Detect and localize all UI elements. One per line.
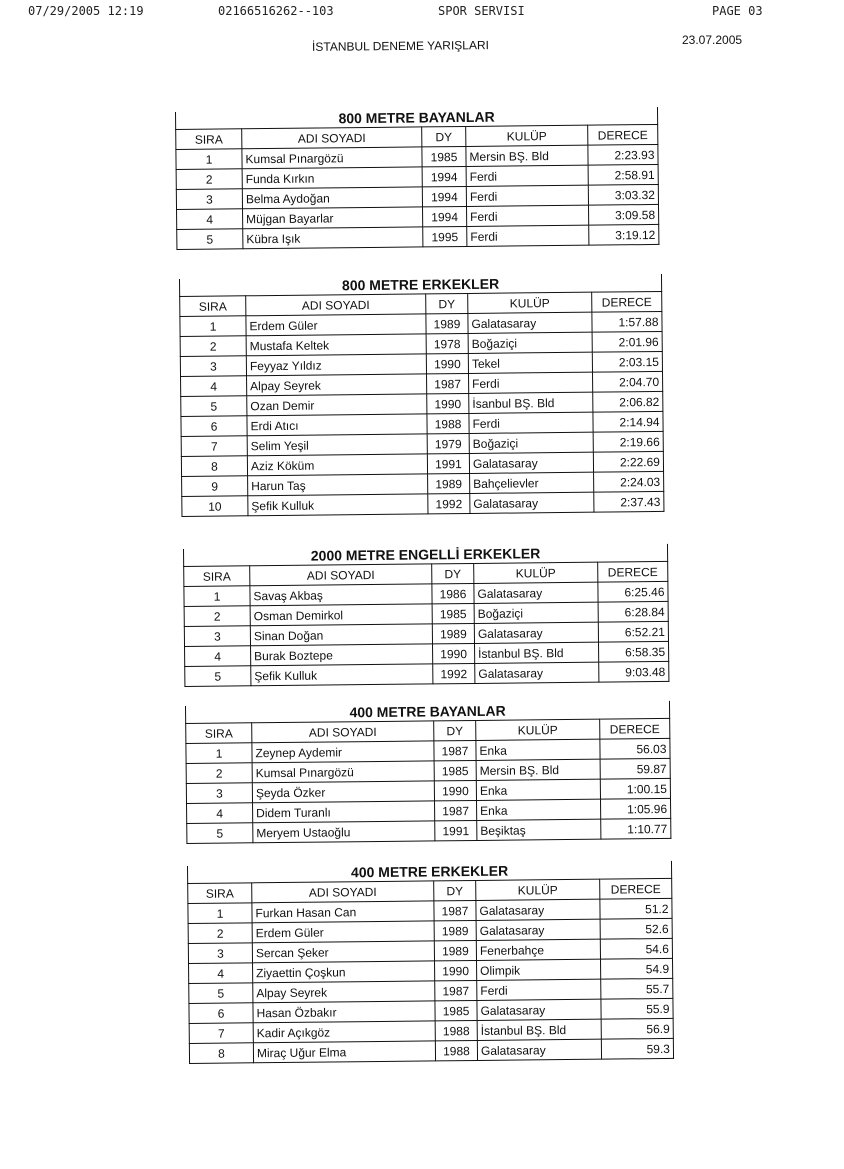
- column-header: DERECE: [592, 291, 662, 312]
- table-cell: 1: [188, 903, 252, 924]
- table-cell: Boğaziçi: [474, 602, 598, 623]
- column-header: KULÜP: [476, 719, 600, 740]
- table-cell: 54.6: [600, 938, 672, 959]
- table-cell: Zeynep Aydemir: [252, 741, 434, 763]
- table-cell: Sercan Şeker: [252, 941, 434, 963]
- document-title: İSTANBUL DENEME YARIŞLARI: [311, 38, 490, 54]
- table-cell: Furkan Hasan Can: [252, 901, 434, 923]
- table-cell: 1990: [435, 960, 477, 980]
- table-cell: 2:01.96: [592, 331, 662, 352]
- table-cell: Kadir Açıkgöz: [253, 1021, 435, 1043]
- table-cell: 4: [185, 646, 251, 667]
- table-cell: Meryem Ustaoğlu: [253, 821, 435, 843]
- table-cell: 1: [180, 316, 246, 337]
- table-cell: 3:19.12: [589, 224, 659, 245]
- table-cell: 2: [186, 763, 252, 784]
- results-table: [185, 701, 671, 844]
- column-header: DY: [432, 563, 474, 583]
- table-cell: 1987: [427, 373, 469, 393]
- table-cell: 1991: [435, 820, 477, 840]
- table-cell: Sinan Doğan: [250, 624, 432, 646]
- table-cell: Burak Boztepe: [251, 644, 433, 666]
- fax-number: 02166516262--103: [218, 4, 334, 18]
- table-cell: Osman Demirkol: [250, 604, 432, 626]
- table-cell: 4: [187, 803, 253, 824]
- column-header: DERECE: [588, 124, 658, 145]
- table-cell: 6:25.46: [598, 581, 668, 602]
- table-cell: 1989: [434, 940, 476, 960]
- table-cell: Boğaziçi: [469, 432, 593, 453]
- table-cell: 1994: [422, 166, 466, 186]
- table-cell: 5: [187, 823, 253, 844]
- table-cell: 1992: [433, 663, 475, 683]
- table-cell: 4: [181, 376, 247, 397]
- table-cell: 2:14.94: [593, 411, 663, 432]
- table-cell: İsanbul BŞ. Bld: [469, 392, 593, 413]
- table-cell: 1979: [427, 433, 469, 453]
- table-cell: Hasan Özbakır: [253, 1001, 435, 1023]
- table-cell: 3: [180, 356, 246, 377]
- table-cell: Erdem Güler: [246, 314, 426, 336]
- table-cell: Beşiktaş: [477, 819, 601, 840]
- table-cell: Müjgan Bayarlar: [243, 207, 423, 229]
- table-cell: 2: [180, 336, 246, 357]
- table-cell: 1992: [428, 493, 470, 513]
- column-header: ADI SOYADI: [242, 127, 422, 149]
- table-cell: Alpay Seyrek: [247, 374, 427, 396]
- column-header: SIRA: [176, 129, 242, 150]
- table-cell: 1990: [427, 393, 469, 413]
- table-cell: Olimpik: [477, 959, 601, 980]
- table-cell: Aziz Köküm: [247, 454, 427, 476]
- document-date: 23.07.2005: [682, 33, 743, 47]
- results-table: [187, 861, 674, 1064]
- table-cell: 59.87: [600, 758, 670, 779]
- table-cell: Şefik Kulluk: [248, 494, 428, 516]
- table-cell: 1:05.96: [600, 798, 670, 819]
- table-cell: 6: [189, 1003, 253, 1024]
- table-cell: Enka: [477, 799, 601, 820]
- table-row: [182, 491, 664, 516]
- event-title: 400 METRE BAYANLAR: [185, 701, 670, 723]
- table-cell: 4: [177, 209, 243, 230]
- table-cell: 2: [176, 169, 242, 190]
- table-cell: 2:37.43: [594, 491, 664, 512]
- table-cell: Boğaziçi: [468, 332, 592, 353]
- table-cell: Mersin BŞ. Bld: [476, 759, 600, 780]
- table-cell: 1978: [426, 333, 468, 353]
- table-cell: Feyyaz Yıldız: [246, 354, 426, 376]
- table-cell: 10: [182, 496, 248, 517]
- table-cell: İstanbul BŞ. Bld: [477, 1019, 601, 1040]
- column-header: DY: [434, 880, 476, 900]
- event-title: 800 METRE BAYANLAR: [175, 107, 658, 129]
- column-header: ADI SOYADI: [252, 881, 434, 903]
- table-cell: 1987: [435, 980, 477, 1000]
- table-cell: Bahçelievler: [470, 472, 594, 493]
- table-cell: 52.6: [600, 918, 672, 939]
- results-table: [183, 544, 669, 687]
- table-cell: Mustafa Keltek: [246, 334, 426, 356]
- fax-datetime: 07/29/2005 12:19: [28, 4, 144, 18]
- table-cell: 6:52.21: [598, 621, 668, 642]
- table-cell: 2:22.69: [593, 451, 663, 472]
- table-cell: 2:19.66: [593, 431, 663, 452]
- table-cell: 1990: [433, 643, 475, 663]
- table-cell: 7: [189, 1023, 253, 1044]
- table-cell: Ferdi: [467, 205, 589, 226]
- table-cell: Ferdi: [466, 185, 588, 206]
- table-cell: 56.9: [601, 1018, 673, 1039]
- table-cell: 1987: [434, 740, 476, 760]
- table-cell: İstanbul BŞ. Bld: [475, 642, 599, 663]
- table-cell: Fenerbahçe: [476, 939, 600, 960]
- table-cell: Galatasaray: [476, 899, 600, 920]
- column-header: KULÜP: [474, 562, 598, 583]
- table-cell: 3:09.58: [588, 204, 658, 225]
- column-header: DY: [426, 293, 468, 313]
- table-cell: 1995: [423, 226, 467, 246]
- table-cell: 8: [189, 1043, 253, 1064]
- table-cell: Şeyda Özker: [252, 781, 434, 803]
- table-cell: Savaş Akbaş: [250, 584, 432, 606]
- event-title: 400 METRE ERKEKLER: [187, 861, 672, 883]
- table-cell: Mersin BŞ. Bld: [466, 145, 588, 166]
- table-cell: Harun Taş: [248, 474, 428, 496]
- column-header: ADI SOYADI: [250, 564, 432, 586]
- table-cell: Ferdi: [469, 412, 593, 433]
- table-cell: Galatasaray: [468, 312, 592, 333]
- table-cell: 1989: [428, 473, 470, 493]
- table-cell: 1988: [435, 1040, 477, 1060]
- table-cell: 1985: [434, 760, 476, 780]
- table-cell: 54.9: [600, 958, 672, 979]
- table-row: [185, 661, 669, 686]
- table-cell: 1989: [432, 623, 474, 643]
- table-cell: Ferdi: [469, 372, 593, 393]
- table-cell: 2:24.03: [594, 471, 664, 492]
- table-cell: Kumsal Pınargözü: [242, 147, 422, 169]
- table-cell: Ferdi: [467, 225, 589, 246]
- column-header: DY: [422, 126, 466, 146]
- table-cell: 2: [184, 606, 250, 627]
- column-header: SIRA: [180, 296, 246, 317]
- table-cell: Galatasaray: [474, 622, 598, 643]
- column-header: DY: [434, 720, 476, 740]
- table-cell: 1985: [432, 603, 474, 623]
- table-cell: 3:03.32: [588, 184, 658, 205]
- fax-sender: SPOR SERVISI: [438, 4, 525, 18]
- table-cell: 1989: [426, 313, 468, 333]
- table-cell: 6:28.84: [598, 601, 668, 622]
- table-cell: 3: [176, 189, 242, 210]
- table-cell: 3: [184, 626, 250, 647]
- table-cell: Didem Turanlı: [253, 801, 435, 823]
- column-header: ADI SOYADI: [246, 294, 426, 316]
- table-cell: Erdi Atıcı: [247, 414, 427, 436]
- table-cell: 4: [189, 963, 253, 984]
- table-cell: Galatasaray: [477, 999, 601, 1020]
- table-cell: 6:58.35: [598, 641, 668, 662]
- table-cell: 1994: [423, 206, 467, 226]
- table-cell: 56.03: [600, 738, 670, 759]
- table-cell: 1987: [435, 800, 477, 820]
- table-cell: Ziyaettin Çoşkun: [253, 961, 435, 983]
- table-cell: 9: [182, 476, 248, 497]
- event-title: 2000 METRE ENGELLİ ERKEKLER: [183, 544, 668, 566]
- table-cell: Galatasaray: [477, 1039, 601, 1060]
- table-cell: 1:00.15: [600, 778, 670, 799]
- table-cell: 55.7: [601, 978, 673, 999]
- column-header: DERECE: [600, 718, 670, 739]
- table-cell: 1989: [434, 920, 476, 940]
- table-cell: 7: [181, 436, 247, 457]
- column-header: KULÜP: [468, 292, 592, 313]
- table-cell: 3: [188, 943, 252, 964]
- table-cell: 9:03.48: [599, 661, 669, 682]
- table-cell: 1985: [435, 1000, 477, 1020]
- table-cell: Belma Aydoğan: [242, 187, 422, 209]
- table-cell: 1985: [422, 146, 466, 166]
- table-cell: Galatasaray: [470, 492, 594, 513]
- event-title: 800 METRE ERKEKLER: [179, 274, 662, 296]
- table-cell: 5: [181, 396, 247, 417]
- table-cell: 1:10.77: [601, 818, 671, 839]
- table-cell: 5: [189, 983, 253, 1004]
- table-cell: 1991: [427, 453, 469, 473]
- table-cell: 8: [181, 456, 247, 477]
- table-cell: Kumsal Pınargözü: [252, 761, 434, 783]
- table-cell: 2:58.91: [588, 164, 658, 185]
- table-cell: 5: [177, 229, 243, 250]
- table-cell: 2:06.82: [593, 391, 663, 412]
- table-cell: Ozan Demir: [247, 394, 427, 416]
- table-cell: 3: [186, 783, 252, 804]
- fax-page: PAGE 03: [712, 4, 763, 18]
- table-cell: 1987: [434, 900, 476, 920]
- table-cell: Galatasaray: [475, 662, 599, 683]
- table-cell: 1: [176, 149, 242, 170]
- table-cell: 1988: [435, 1020, 477, 1040]
- table-cell: Funda Kırkın: [242, 167, 422, 189]
- table-cell: Enka: [476, 739, 600, 760]
- column-header: KULÜP: [466, 125, 588, 146]
- table-cell: Alpay Seyrek: [253, 981, 435, 1003]
- results-table: [179, 274, 664, 517]
- table-cell: 51.2: [600, 898, 672, 919]
- table-cell: 2:23.93: [588, 144, 658, 165]
- column-header: DERECE: [600, 878, 672, 899]
- table-cell: Ferdi: [477, 979, 601, 1000]
- table-cell: Selim Yeşil: [247, 434, 427, 456]
- table-row: [189, 1038, 673, 1063]
- column-header: KULÜP: [476, 879, 600, 900]
- column-header: ADI SOYADI: [252, 721, 434, 743]
- table-cell: Şefik Kulluk: [251, 664, 433, 686]
- column-header: DERECE: [598, 561, 668, 582]
- table-cell: 55.9: [601, 998, 673, 1019]
- table-cell: Enka: [476, 779, 600, 800]
- table-cell: 59.3: [601, 1038, 673, 1059]
- table-cell: 1990: [426, 353, 468, 373]
- table-cell: Ferdi: [466, 165, 588, 186]
- results-table: [175, 107, 659, 250]
- table-cell: 1990: [434, 780, 476, 800]
- table-cell: 2:04.70: [592, 371, 662, 392]
- table-cell: Galatasaray: [476, 919, 600, 940]
- table-cell: 2: [188, 923, 252, 944]
- table-cell: 1988: [427, 413, 469, 433]
- table-cell: Miraç Uğur Elma: [253, 1041, 435, 1063]
- table-cell: Galatasaray: [474, 582, 598, 603]
- column-header: SIRA: [186, 723, 252, 744]
- table-cell: 1: [186, 743, 252, 764]
- column-header: SIRA: [188, 883, 252, 904]
- table-cell: 1994: [422, 186, 466, 206]
- column-header: SIRA: [184, 566, 250, 587]
- table-row: [177, 224, 659, 249]
- table-cell: 1:57.88: [592, 311, 662, 332]
- table-cell: Tekel: [468, 352, 592, 373]
- table-cell: 2:03.15: [592, 351, 662, 372]
- table-cell: 5: [185, 666, 251, 687]
- table-cell: 1: [184, 586, 250, 607]
- table-cell: Galatasaray: [469, 452, 593, 473]
- table-cell: 1986: [432, 583, 474, 603]
- table-row: [187, 818, 671, 843]
- table-cell: 6: [181, 416, 247, 437]
- table-cell: Erdem Güler: [252, 921, 434, 943]
- table-cell: Kübra Işık: [243, 227, 423, 249]
